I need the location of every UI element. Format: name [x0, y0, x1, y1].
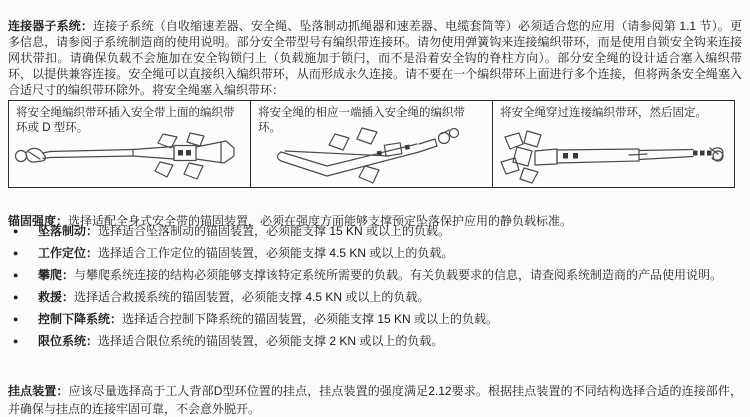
- figure-row: [8, 100, 735, 188]
- bullet-text: 选择适合控制下降系统的锚固装置，必须能支撑 15 KN 或以上的负载。: [122, 312, 499, 326]
- lanyard-through-connecting-loop-figure: [497, 130, 725, 184]
- bullet-term: 坠落制动：: [38, 224, 99, 238]
- lanyard-snap-hook-webbing-loop-figure: [13, 132, 241, 184]
- bullet-icon: ●: [13, 248, 19, 258]
- bullet-text: 选择适合工作定位的锚固装置，必须能支撑 4.5 KN 或以上的负载。: [98, 246, 454, 260]
- anchor-strength-list: [8, 220, 742, 352]
- list-item: [8, 242, 742, 264]
- bullet-term: 限位系统：: [38, 334, 99, 348]
- list-item: [8, 264, 742, 286]
- intro-term: 连接器子系统：: [8, 19, 94, 33]
- list-item: [8, 220, 742, 242]
- bullet-term: 救援：: [38, 290, 75, 304]
- intro-paragraph: [8, 18, 742, 98]
- figure-cell-1: [8, 100, 251, 188]
- figure-cell-3: [492, 100, 735, 188]
- bullet-icon: ●: [13, 336, 19, 346]
- figure-1-caption: 将安全绳编织带环插入安全带上面的编织带环或 D 型环。: [16, 107, 235, 134]
- bullet-icon: ●: [13, 226, 19, 236]
- anchor-strength-text: 选择适配全身式安全带的锚固装置，必须在强度方面能够支撑预定坠落保护应用的静负载标准。: [68, 214, 573, 228]
- bullet-text: 选择适合限位系统的锚固装置，必须能支撑 2 KN 或以上的负载。: [98, 334, 444, 348]
- bullet-icon: ●: [13, 292, 19, 302]
- attachment-point-text: 应该尽量选择高于工人背部D型环位置的挂点，挂点装置的强度满足2.12要求。根据挂点装置的不同结构选择合适的连接部件，并确保与挂点的连接牢固可靠，不会意外脱开。: [8, 384, 742, 416]
- attachment-point-term: 挂点装置：: [8, 384, 69, 398]
- bullet-term: 控制下降系统：: [38, 312, 123, 326]
- figure-3-caption: 将安全绳穿过连接编织带环，然后固定。: [500, 107, 707, 119]
- bullet-icon: ●: [13, 314, 19, 324]
- bullet-text: 选择适合坠落制动的锚固装置，必须能支撑 15 KN 或以上的负载。: [98, 224, 451, 238]
- bullet-text: 选择适合救援系统的锚固装置，必须能支撑 4.5 KN 或以上的负载。: [74, 290, 430, 304]
- lanyard-folded-through-loop-figure: [269, 125, 465, 187]
- bullet-icon: ●: [13, 270, 19, 280]
- list-item: [8, 308, 742, 330]
- figure-cell-2: [250, 100, 493, 188]
- list-item: [8, 330, 742, 352]
- intro-text: 连接子系统（自收缩速差器、安全绳、坠落制动抓绳器和速差器、电缆套筒等）必须适合您的应用（请参阅第 1.1 节）。更多信息，请参阅子系统制造商的使用说明。部分安全带型号有编织带连接环。请勿使用弹簧钩来连接编织带环，而是使用自锁安全钩来连接网状带扣。请确保负载不会施加在安全钩锁闩上（负载施加于锁闩，而不是沿着安全钩的脊柱方向）。部分安全绳的设计适合塞入编织带环，以提供兼容连接。安全绳可以直接织入编织带环，从而形成永久连接。请不要在一个编织带环上面进行多个连接，但将两条安全绳塞入合适尺寸的编织带环除外。将安全绳塞入编织带环：: [8, 19, 742, 97]
- bullet-term: 工作定位：: [38, 246, 99, 260]
- figure-2-caption: 将安全绳的相应一端插入安全绳的编织带环。: [258, 107, 465, 134]
- bullet-term: 攀爬：: [38, 268, 75, 282]
- anchor-strength-term: 锚固强度：: [8, 214, 69, 228]
- bullet-text: 与攀爬系统连接的结构必须能够支撑该特定系统所需要的负载。有关负载要求的信息，请查阅系统制造商的产品使用说明。: [74, 268, 723, 282]
- attachment-point-paragraph: [8, 382, 742, 417]
- list-item: [8, 286, 742, 308]
